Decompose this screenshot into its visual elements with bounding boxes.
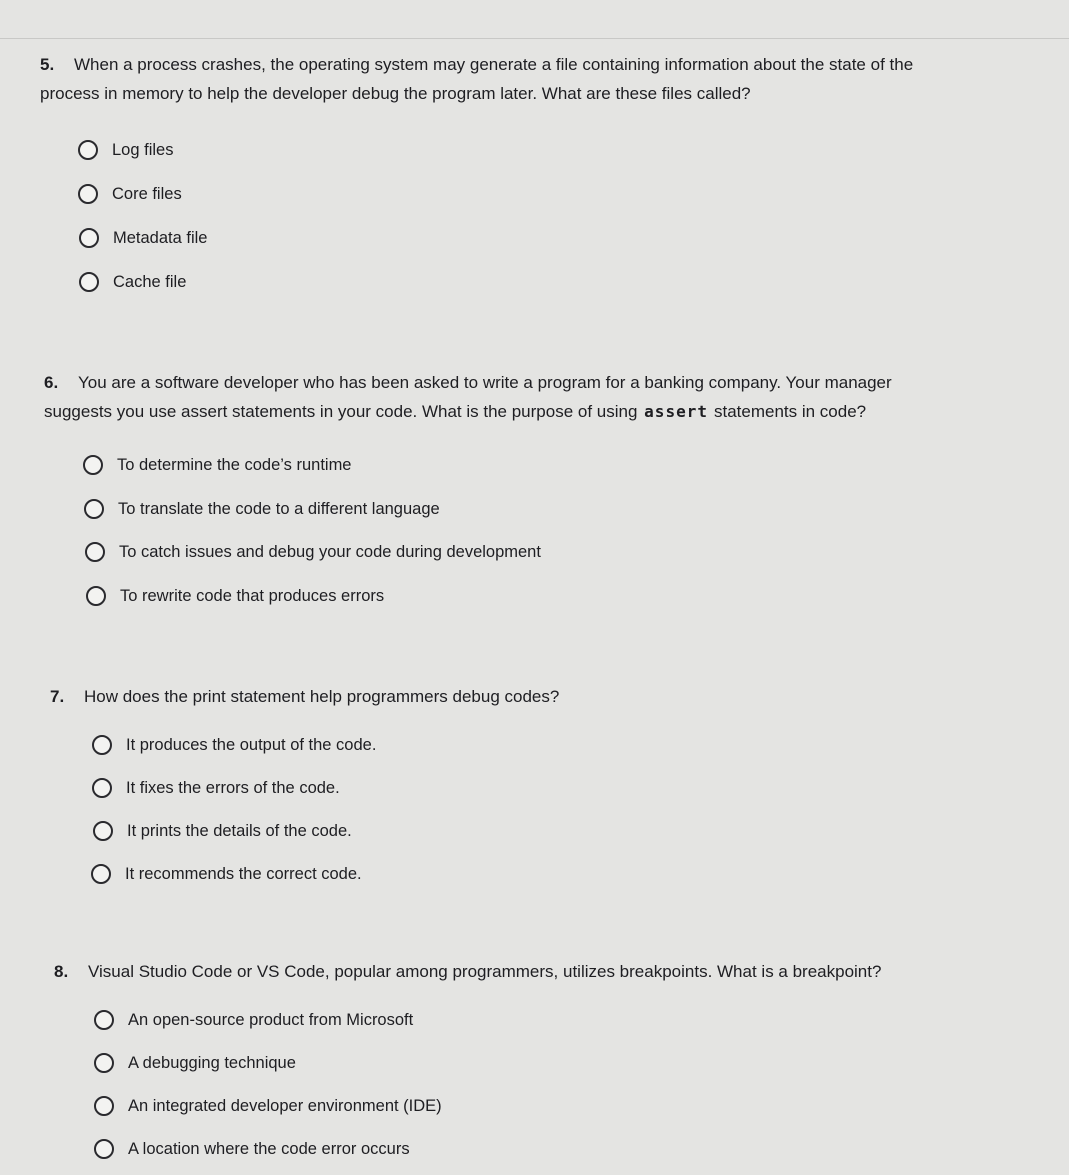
radio-button[interactable]: [92, 735, 112, 755]
radio-button[interactable]: [94, 1139, 114, 1159]
question-text: When a process crashes, the operating system may generate a file containing information about the state of the process in memory to help the developer debug the program later. What are these files called?: [40, 55, 914, 103]
radio-button[interactable]: [92, 778, 112, 798]
option-cache-file[interactable]: [79, 269, 186, 295]
option-fixes-errors[interactable]: [92, 775, 340, 801]
option-label: It produces the output of the code.: [126, 735, 377, 754]
option-label: A location where the code error occurs: [128, 1139, 410, 1158]
option-core-files[interactable]: [78, 181, 182, 207]
option-recommends[interactable]: [91, 861, 362, 887]
radio-button[interactable]: [85, 542, 105, 562]
option-debugging-technique[interactable]: [94, 1050, 296, 1076]
question-number: 7.: [50, 687, 65, 706]
option-label: It recommends the correct code.: [125, 864, 362, 883]
question-number: 6.: [44, 373, 59, 392]
code-keyword: assert: [644, 402, 708, 421]
question-text: You are a software developer who has been asked to write a program for a banking company. Your manager suggests you use assert statements in your code. What is the purpose of using: [44, 373, 892, 421]
option-runtime[interactable]: [83, 452, 352, 478]
option-prints-details[interactable]: [93, 818, 352, 844]
option-log-files[interactable]: [78, 137, 173, 163]
option-translate[interactable]: [84, 496, 440, 522]
option-label: An open-source product from Microsoft: [128, 1010, 414, 1029]
option-metadata-file[interactable]: [79, 225, 207, 251]
option-label: It fixes the errors of the code.: [126, 778, 340, 797]
radio-button[interactable]: [79, 272, 99, 292]
question-8: [54, 957, 954, 986]
option-label: To rewrite code that produces errors: [120, 586, 385, 605]
option-label: Core files: [112, 184, 182, 203]
question-5: [40, 50, 940, 108]
option-rewrite[interactable]: [86, 583, 384, 609]
radio-button[interactable]: [91, 864, 111, 884]
option-label: Cache file: [113, 272, 187, 291]
option-open-source[interactable]: [94, 1007, 413, 1033]
option-error-location[interactable]: [94, 1136, 410, 1162]
question-7: [50, 682, 950, 711]
top-divider: [0, 38, 1069, 39]
radio-button[interactable]: [93, 821, 113, 841]
option-produces-output[interactable]: [92, 732, 376, 758]
question-number: 5.: [40, 55, 55, 74]
option-label: Metadata file: [113, 228, 208, 247]
option-label: To translate the code to a different language: [118, 499, 440, 518]
option-label: It prints the details of the code.: [127, 821, 352, 840]
option-label: Log files: [112, 140, 174, 159]
radio-button[interactable]: [78, 140, 98, 160]
option-label: To determine the code’s runtime: [117, 455, 352, 474]
option-label: To catch issues and debug your code during development: [119, 542, 541, 561]
option-label: A debugging technique: [128, 1053, 296, 1072]
radio-button[interactable]: [83, 455, 103, 475]
question-text: How does the print statement help programmers debug codes?: [84, 687, 560, 706]
radio-button[interactable]: [94, 1096, 114, 1116]
question-text: Visual Studio Code or VS Code, popular among programmers, utilizes breakpoints. What is a breakpoint?: [88, 962, 882, 981]
radio-button[interactable]: [84, 499, 104, 519]
question-6: [44, 368, 954, 426]
radio-button[interactable]: [79, 228, 99, 248]
option-catch-issues[interactable]: [85, 539, 541, 565]
question-number: 8.: [54, 962, 69, 981]
question-text-end: statements in code?: [713, 402, 867, 421]
option-ide[interactable]: [94, 1093, 442, 1119]
option-label: An integrated developer environment (IDE): [128, 1096, 442, 1115]
radio-button[interactable]: [94, 1010, 114, 1030]
radio-button[interactable]: [94, 1053, 114, 1073]
radio-button[interactable]: [86, 586, 106, 606]
radio-button[interactable]: [78, 184, 98, 204]
